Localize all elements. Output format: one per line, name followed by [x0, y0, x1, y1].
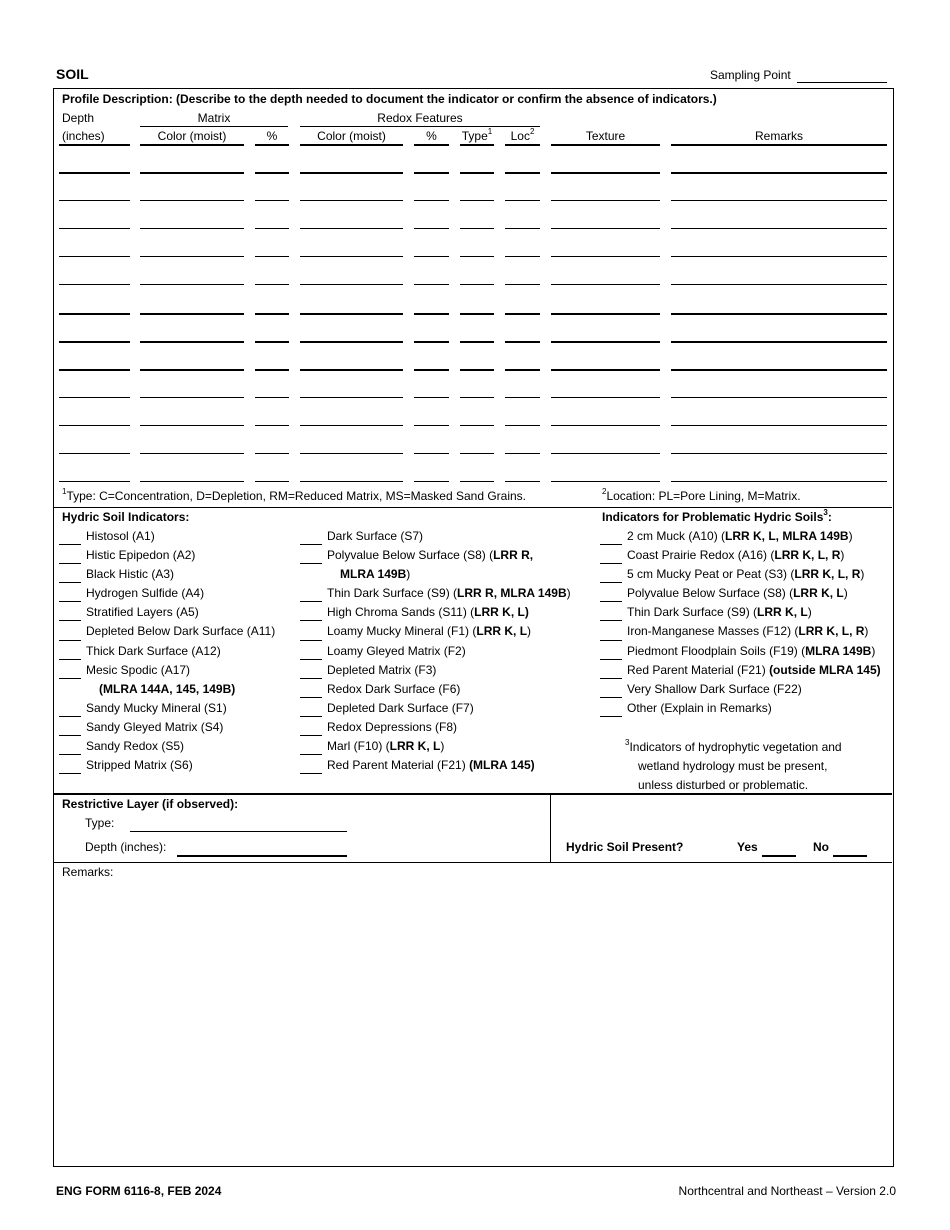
profile-cell-texture[interactable]: [551, 425, 660, 426]
profile-cell-matrix-color[interactable]: [140, 228, 244, 229]
profile-cell-matrix-pct[interactable]: [255, 172, 289, 174]
profile-cell-depth[interactable]: [59, 256, 130, 257]
profile-cell-remarks[interactable]: [671, 284, 887, 285]
profile-cell-redox-color[interactable]: [300, 481, 403, 482]
col-remarks: Remarks: [754, 129, 803, 143]
profile-cell-type[interactable]: [460, 256, 494, 257]
profile-cell-depth[interactable]: [59, 172, 130, 174]
sampling-point-label: Sampling Point: [710, 68, 791, 82]
checkbox-line[interactable]: [300, 563, 322, 564]
header-underline-type: [460, 144, 494, 146]
profile-heading: Profile Description: (Describe to the depth needed to document the indicator or confirm the absence of indicators.): [62, 92, 717, 106]
profile-cell-depth[interactable]: [59, 397, 130, 398]
footnote-location: $^2$Location: PL=Pore Lining, M=Matrix.: [602, 487, 801, 503]
hydric-indicator-label: Sandy Mucky Mineral (S1): [86, 700, 227, 715]
checkbox-line[interactable]: [600, 620, 622, 621]
profile-cell-matrix-pct[interactable]: [255, 397, 289, 398]
depth-input[interactable]: [177, 840, 347, 857]
profile-cell-redox-pct[interactable]: [414, 369, 449, 371]
profile-cell-matrix-color[interactable]: [140, 425, 244, 426]
checkbox-line[interactable]: [300, 735, 322, 736]
profile-cell-texture[interactable]: [551, 481, 660, 482]
checkbox-line[interactable]: [600, 716, 622, 717]
profile-cell-type[interactable]: [460, 341, 494, 343]
restrictive-heading: Restrictive Layer (if observed):: [62, 797, 239, 811]
profile-cell-loc[interactable]: [505, 369, 540, 371]
profile-cell-depth[interactable]: [59, 453, 130, 454]
hydric-indicator-label: Mesic Spodic (A17): [86, 662, 191, 677]
checkbox-line[interactable]: [300, 640, 322, 641]
hydric-indicator-label: High Chroma Sands (S11) (LRR K, L): [327, 605, 529, 620]
no-input[interactable]: [833, 840, 867, 857]
note-line-3: unless disturbed or problematic.: [638, 778, 809, 792]
hydric-indicator-label: Histic Epipedon (A2): [86, 548, 196, 563]
checkbox-line[interactable]: [300, 601, 322, 602]
profile-cell-redox-color[interactable]: [300, 313, 403, 315]
sampling-point-input[interactable]: [797, 66, 887, 83]
hydric-indicator-label: Histosol (A1): [86, 529, 155, 543]
profile-cell-redox-color[interactable]: [300, 425, 403, 426]
profile-cell-depth[interactable]: [59, 200, 130, 201]
profile-cell-matrix-color[interactable]: [140, 453, 244, 454]
header-underline-matrix-color: [140, 144, 244, 146]
col-type: Type$^1$: [461, 127, 493, 143]
hydric-indicator-label: Loamy Mucky Mineral (F1) (LRR K, L): [327, 624, 532, 639]
problematic-indicator-label: 5 cm Mucky Peat or Peat (S3) (LRR K, L, R): [627, 567, 865, 582]
problematic-indicator-label: Iron-Manganese Masses (F12) (LRR K, L, R): [627, 624, 869, 639]
profile-cell-remarks[interactable]: [671, 453, 887, 454]
checkbox-line[interactable]: [300, 678, 322, 679]
yes-input[interactable]: [762, 840, 796, 857]
profile-cell-loc[interactable]: [505, 341, 540, 343]
hydric-indicator-label: Thick Dark Surface (A12): [86, 643, 221, 658]
profile-cell-texture[interactable]: [551, 397, 660, 398]
remarks-label: Remarks:: [62, 865, 114, 879]
profile-cell-matrix-pct[interactable]: [255, 313, 289, 315]
profile-cell-matrix-pct[interactable]: [255, 453, 289, 454]
profile-cell-texture[interactable]: [551, 313, 660, 315]
col-loc: Loc$^2$: [510, 127, 535, 143]
profile-cell-loc[interactable]: [505, 228, 540, 229]
profile-cell-remarks[interactable]: [671, 313, 887, 315]
profile-cell-loc[interactable]: [505, 313, 540, 315]
profile-cell-texture[interactable]: [551, 284, 660, 285]
header-underline-loc: [505, 144, 540, 146]
profile-cell-matrix-pct[interactable]: [255, 341, 289, 343]
profile-cell-loc[interactable]: [505, 453, 540, 454]
profile-cell-texture[interactable]: [551, 228, 660, 229]
profile-cell-remarks[interactable]: [671, 481, 887, 482]
yes-label: Yes: [737, 840, 758, 854]
problematic-indicator-label: 2 cm Muck (A10) (LRR K, L, MLRA 149B): [627, 529, 853, 543]
profile-cell-matrix-pct[interactable]: [255, 369, 289, 371]
hydric-indicator-label: Marl (F10) (LRR K, L): [327, 739, 445, 754]
profile-cell-redox-pct[interactable]: [414, 425, 449, 426]
profile-cell-matrix-color[interactable]: [140, 284, 244, 285]
hydric-indicator-label: Redox Depressions (F8): [327, 719, 458, 734]
profile-cell-texture[interactable]: [551, 172, 660, 174]
profile-cell-loc[interactable]: [505, 425, 540, 426]
profile-cell-depth[interactable]: [59, 425, 130, 426]
hydric-indicator-label: Black Histic (A3): [86, 567, 175, 582]
profile-cell-redox-color[interactable]: [300, 341, 403, 343]
checkbox-line[interactable]: [59, 735, 81, 736]
checkbox-line[interactable]: [59, 678, 81, 679]
profile-cell-texture[interactable]: [551, 369, 660, 371]
checkbox-line[interactable]: [59, 601, 81, 602]
profile-cell-redox-color[interactable]: [300, 172, 403, 174]
checkbox-line[interactable]: [600, 678, 622, 679]
profile-cell-depth[interactable]: [59, 313, 130, 315]
profile-cell-texture[interactable]: [551, 200, 660, 201]
col-texture: Texture: [585, 129, 626, 143]
checkbox-line[interactable]: [600, 601, 622, 602]
checkbox-line[interactable]: [59, 544, 81, 545]
hydric-indicator-label: Sandy Gleyed Matrix (S4): [86, 719, 224, 734]
profile-cell-matrix-pct[interactable]: [255, 228, 289, 229]
profile-cell-matrix-pct[interactable]: [255, 425, 289, 426]
hydric-indicators-heading: Hydric Soil Indicators:: [62, 510, 190, 524]
profile-cell-texture[interactable]: [551, 453, 660, 454]
col-redox-color: Color (moist): [317, 129, 386, 143]
profile-cell-type[interactable]: [460, 284, 494, 285]
checkbox-line[interactable]: [59, 563, 81, 564]
profile-cell-matrix-color[interactable]: [140, 172, 244, 174]
profile-cell-remarks[interactable]: [671, 425, 887, 426]
header-underline-remarks: [671, 144, 887, 146]
hydric-indicator-label: Hydrogen Sulfide (A4): [86, 586, 205, 601]
profile-cell-remarks[interactable]: [671, 369, 887, 371]
profile-cell-type[interactable]: [460, 313, 494, 315]
profile-cell-matrix-color[interactable]: [140, 256, 244, 257]
profile-cell-redox-pct[interactable]: [414, 397, 449, 398]
header-underline-redox-color: [300, 144, 403, 146]
checkbox-line[interactable]: [300, 773, 322, 774]
problematic-indicators-heading: Indicators for Problematic Hydric Soils$^3$:: [602, 508, 832, 524]
checkbox-line[interactable]: [300, 659, 322, 660]
hydric-indicator-label: Red Parent Material (F21) (MLRA 145): [327, 758, 535, 773]
profile-cell-redox-pct[interactable]: [414, 228, 449, 229]
profile-cell-remarks[interactable]: [671, 228, 887, 229]
profile-cell-redox-color[interactable]: [300, 200, 403, 201]
checkbox-line[interactable]: [59, 659, 81, 660]
checkbox-line[interactable]: [59, 773, 81, 774]
profile-cell-depth[interactable]: [59, 369, 130, 371]
profile-cell-type[interactable]: [460, 369, 494, 371]
profile-cell-redox-pct[interactable]: [414, 256, 449, 257]
profile-cell-redox-color[interactable]: [300, 228, 403, 229]
profile-cell-redox-pct[interactable]: [414, 481, 449, 482]
profile-cell-type[interactable]: [460, 228, 494, 229]
profile-cell-matrix-pct[interactable]: [255, 256, 289, 257]
redox-label: Redox Features: [377, 111, 463, 125]
type-label: Type:: [85, 816, 115, 830]
problematic-indicator-label: Coast Prairie Redox (A16) (LRR K, L, R): [627, 548, 845, 563]
profile-cell-type[interactable]: [460, 453, 494, 454]
checkbox-line[interactable]: [600, 582, 622, 583]
profile-cell-matrix-color[interactable]: [140, 369, 244, 371]
problematic-indicator-label: Piedmont Floodplain Soils (F19) (MLRA 149B): [627, 643, 876, 658]
hydric-indicator-label: Stripped Matrix (S6): [86, 758, 193, 773]
header-underline-redox-pct: [414, 144, 449, 146]
hydric-indicator-label: Sandy Redox (S5): [86, 739, 185, 754]
depth-label: Depth: [62, 111, 95, 125]
profile-cell-type[interactable]: [460, 397, 494, 398]
profile-cell-loc[interactable]: [505, 200, 540, 201]
hydric-indicator-label: Depleted Matrix (F3): [327, 662, 437, 677]
header-underline-matrix-pct: [255, 144, 289, 146]
profile-cell-depth[interactable]: [59, 228, 130, 229]
note-line-2: wetland hydrology must be present,: [638, 759, 828, 773]
profile-cell-loc[interactable]: [505, 481, 540, 482]
profile-cell-redox-pct[interactable]: [414, 341, 449, 343]
matrix-label: Matrix: [197, 111, 231, 125]
checkbox-line[interactable]: [600, 640, 622, 641]
checkbox-line[interactable]: [300, 697, 322, 698]
profile-cell-redox-pct[interactable]: [414, 172, 449, 174]
profile-cell-texture[interactable]: [551, 341, 660, 343]
profile-cell-redox-pct[interactable]: [414, 453, 449, 454]
checkbox-line[interactable]: [600, 563, 622, 564]
profile-cell-type[interactable]: [460, 481, 494, 482]
checkbox-line[interactable]: [300, 544, 322, 545]
hydric-indicator-label: Depleted Dark Surface (F7): [327, 700, 474, 715]
profile-cell-loc[interactable]: [505, 284, 540, 285]
checkbox-line[interactable]: [600, 544, 622, 545]
profile-cell-remarks[interactable]: [671, 256, 887, 257]
form-id: ENG FORM 6116-8, FEB 2024: [56, 1184, 222, 1198]
hydric-indicator-label: Polyvalue Below Surface (S8) (LRR R,: [327, 548, 534, 563]
checkbox-line[interactable]: [300, 620, 322, 621]
hydric-indicator-label: Redox Dark Surface (F6): [327, 681, 461, 696]
profile-cell-loc[interactable]: [505, 172, 540, 174]
problematic-indicator-label: Thin Dark Surface (S9) (LRR K, L): [627, 605, 812, 620]
form-version: Northcentral and Northeast – Version 2.0: [678, 1184, 896, 1198]
hydric-indicator-label: Thin Dark Surface (S9) (LRR R, MLRA 149B): [327, 586, 571, 601]
checkbox-line[interactable]: [59, 754, 81, 755]
col-matrix-color: Color (moist): [157, 129, 227, 143]
hydric-indicator-label: MLRA 149B): [340, 567, 411, 582]
checkbox-line[interactable]: [59, 716, 81, 717]
checkbox-line[interactable]: [600, 659, 622, 660]
no-label: No: [813, 840, 829, 854]
profile-cell-depth[interactable]: [59, 341, 130, 343]
inches-label: (inches): [62, 129, 105, 143]
profile-cell-redox-pct[interactable]: [414, 200, 449, 201]
profile-cell-redox-color[interactable]: [300, 397, 403, 398]
profile-cell-matrix-pct[interactable]: [255, 200, 289, 201]
profile-cell-remarks[interactable]: [671, 397, 887, 398]
profile-cell-matrix-pct[interactable]: [255, 481, 289, 482]
profile-cell-remarks[interactable]: [671, 200, 887, 201]
hydric-soil-present-label: Hydric Soil Present?: [566, 840, 684, 854]
checkbox-line[interactable]: [59, 640, 81, 641]
note-line-1: $^3$Indicators of hydrophytic vegetation and: [625, 738, 842, 754]
profile-cell-type[interactable]: [460, 200, 494, 201]
profile-cell-type[interactable]: [460, 425, 494, 426]
profile-cell-type[interactable]: [460, 172, 494, 174]
checkbox-line[interactable]: [300, 754, 322, 755]
profile-cell-matrix-color[interactable]: [140, 313, 244, 315]
depth-inches-label: Depth (inches):: [85, 840, 167, 854]
remarks-input[interactable]: [62, 882, 884, 1158]
hydric-indicator-label: Stratified Layers (A5): [86, 605, 199, 620]
profile-cell-redox-color[interactable]: [300, 369, 403, 371]
profile-cell-depth[interactable]: [59, 284, 130, 285]
profile-cell-matrix-color[interactable]: [140, 397, 244, 398]
problematic-indicator-label: Other (Explain in Remarks): [627, 700, 772, 715]
profile-cell-matrix-color[interactable]: [140, 481, 244, 482]
page-title: SOIL: [56, 66, 89, 82]
checkbox-line[interactable]: [59, 582, 81, 583]
header-underline-texture: [551, 144, 660, 146]
header-underline-depth: [59, 144, 130, 146]
profile-cell-matrix-color[interactable]: [140, 200, 244, 201]
profile-cell-loc[interactable]: [505, 256, 540, 257]
type-input[interactable]: [130, 816, 347, 832]
checkbox-line[interactable]: [600, 697, 622, 698]
profile-cell-redox-color[interactable]: [300, 256, 403, 257]
profile-cell-texture[interactable]: [551, 256, 660, 257]
checkbox-line[interactable]: [59, 620, 81, 621]
profile-cell-redox-color[interactable]: [300, 284, 403, 285]
problematic-indicator-label: Polyvalue Below Surface (S8) (LRR K, L): [627, 586, 848, 601]
col-redox-pct: %: [426, 129, 437, 143]
profile-cell-remarks[interactable]: [671, 172, 887, 174]
profile-cell-redox-pct[interactable]: [414, 313, 449, 315]
hydric-indicator-label: Dark Surface (S7): [327, 529, 424, 543]
profile-cell-redox-pct[interactable]: [414, 284, 449, 285]
problematic-indicator-label: Red Parent Material (F21) (outside MLRA 145): [627, 662, 881, 677]
profile-cell-matrix-pct[interactable]: [255, 284, 289, 285]
profile-cell-remarks[interactable]: [671, 341, 887, 343]
checkbox-line[interactable]: [300, 716, 322, 717]
problematic-indicator-label: Very Shallow Dark Surface (F22): [627, 681, 802, 696]
col-matrix-pct: %: [266, 129, 278, 143]
hydric-indicator-label: (MLRA 144A, 145, 149B): [99, 681, 236, 696]
hydric-indicator-label: Loamy Gleyed Matrix (F2): [327, 643, 466, 658]
footnote-type: $^1$Type: C=Concentration, D=Depletion, RM=Reduced Matrix, MS=Masked Sand Grains.: [62, 487, 527, 503]
profile-cell-loc[interactable]: [505, 397, 540, 398]
profile-cell-redox-color[interactable]: [300, 453, 403, 454]
hydric-indicator-label: Depleted Below Dark Surface (A11): [86, 624, 276, 639]
profile-cell-depth[interactable]: [59, 481, 130, 482]
profile-cell-matrix-color[interactable]: [140, 341, 244, 343]
